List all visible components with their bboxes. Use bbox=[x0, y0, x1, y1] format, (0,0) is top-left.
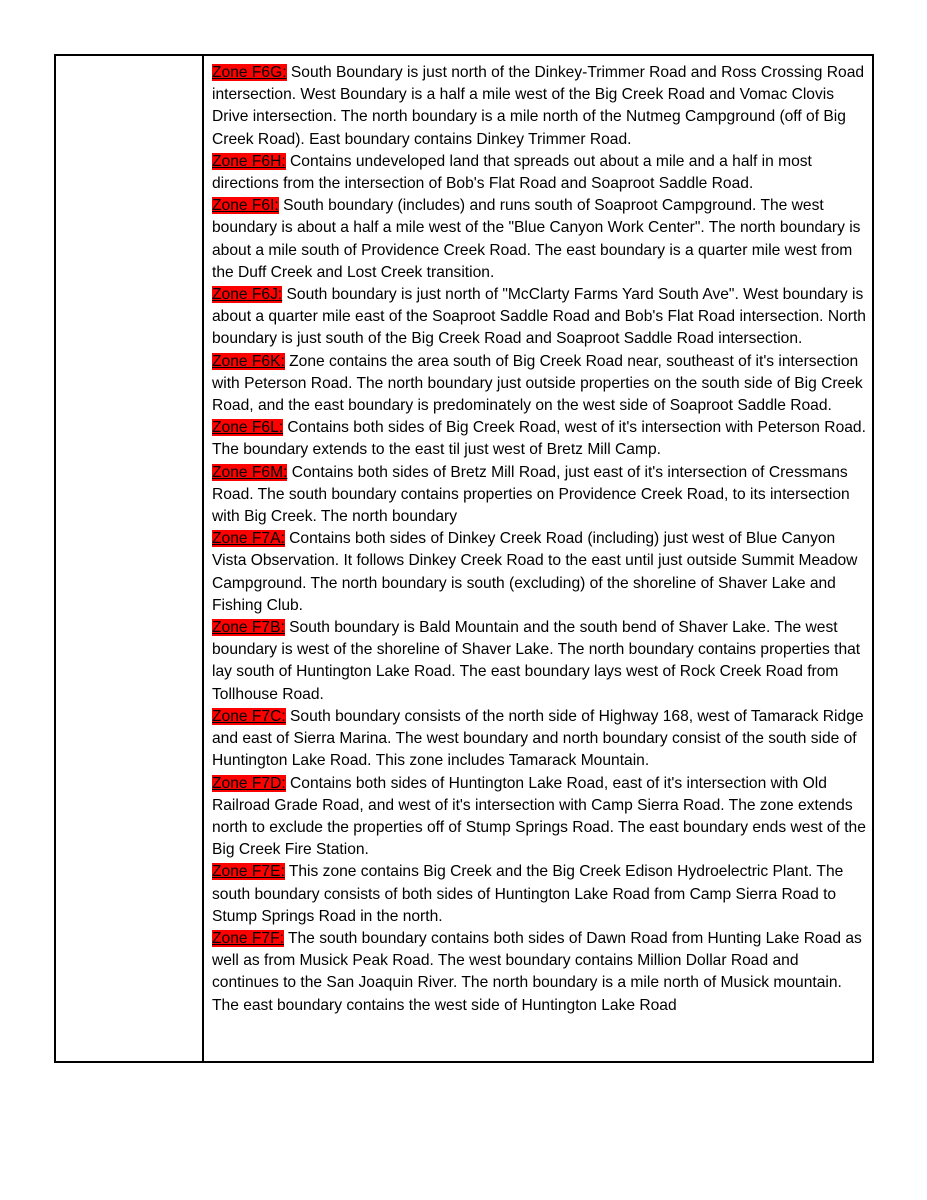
zone-label: Zone F7C: bbox=[212, 707, 286, 725]
zone-entry bbox=[212, 417, 866, 461]
zone-entry bbox=[212, 617, 866, 706]
zone-label: Zone F6G: bbox=[212, 64, 287, 81]
zone-label: Zone F7E: bbox=[212, 863, 285, 881]
zone-entry bbox=[212, 861, 866, 928]
zone-description: Contains both sides of Dinkey Creek Road (including) just west of Blue Canyon Vista Observation. It follows Dinkey Creek Road to the east until just outside Summit Meadow Campground. The north boundary is south (excluding) of the shoreline of Shaver Lake and Fishing Club. bbox=[212, 530, 858, 614]
zone-label: Zone F7D: bbox=[212, 774, 286, 792]
zone-description: Contains both sides of Big Creek Road, west of it's intersection with Peterson Road. The boundary extends to the east til just west of Bretz Mill Camp. bbox=[212, 419, 866, 459]
zone-entry bbox=[212, 773, 866, 862]
zone-entry bbox=[212, 151, 866, 195]
zone-entry bbox=[212, 706, 866, 773]
zone-entry bbox=[212, 284, 866, 351]
zone-description: Zone contains the area south of Big Creek Road near, southeast of it's intersection with Peterson Road. The north boundary just outside properties on the south side of Big Creek Road, and the east boundary is predominately on the west side of Soaproot Saddle Road. bbox=[212, 352, 863, 415]
empty-left-cell bbox=[56, 56, 204, 1061]
zone-label: Zone F6L: bbox=[212, 419, 284, 437]
zone-entry bbox=[212, 528, 866, 617]
zone-label: Zone F6K: bbox=[212, 352, 285, 370]
zone-description: South boundary is Bald Mountain and the south bend of Shaver Lake. The west boundary is west of the shoreline of Shaver Lake. The north boundary contains properties that lay south of Huntington Lake Road. The east boundary lays west of Rock Creek Road from Tollhouse Road. bbox=[212, 619, 861, 703]
zone-description: Contains both sides of Bretz Mill Road, just east of it's intersection of Cressmans Road. The south boundary contains properties on Providence Creek Road, to its intersection with Big Creek. The north boundary bbox=[212, 463, 850, 526]
zone-description: Contains both sides of Huntington Lake Road, east of it's intersection with Old Railroad Grade Road, and west of it's intersection with Camp Sierra Road. The zone extends north to exclude the properties off of Stump Springs Road. The east boundary ends west of the Big Creek Fire Station. bbox=[212, 774, 866, 859]
zone-descriptions-cell bbox=[204, 56, 872, 1061]
zone-entry bbox=[212, 462, 866, 529]
zone-label: Zone F6J: bbox=[212, 286, 283, 304]
zone-description: South boundary (includes) and runs south of Soaproot Campground. The west boundary is about a half a mile west of the "Blue Canyon Work Center". The north boundary is about a mile south of Providence Creek Road. The east boundary is a quarter mile west from the Duff Creek and Lost Creek transition. bbox=[212, 197, 861, 281]
zone-label: Zone F7F: bbox=[212, 929, 284, 947]
zone-label: Zone F7A: bbox=[212, 530, 285, 548]
zone-entry bbox=[212, 928, 866, 1017]
zone-description: South boundary is just north of "McClarty Farms Yard South Ave". West boundary is about a quarter mile east of the Soaproot Saddle Road and Bob's Flat Road intersection. North boundary is just south of the Big Creek Road and Soaproot Saddle Road intersection. bbox=[212, 286, 866, 348]
zone-label: Zone F6M: bbox=[212, 463, 288, 481]
zone-description: This zone contains Big Creek and the Big Creek Edison Hydroelectric Plant. The south boundary consists of both sides of Huntington Lake Road from Camp Sierra Road to Stump Springs Road in the north. bbox=[212, 863, 844, 925]
zone-entry bbox=[212, 195, 866, 284]
zone-entry bbox=[212, 351, 866, 418]
zone-description: Contains undeveloped land that spreads out about a mile and a half in most directions from the intersection of Bob's Flat Road and Soaproot Saddle Road. bbox=[212, 152, 812, 193]
zone-label: Zone F6I: bbox=[212, 197, 279, 215]
zone-label: Zone F7B: bbox=[212, 619, 285, 637]
zone-label: Zone F6H: bbox=[212, 152, 286, 170]
zone-description: South boundary consists of the north side of Highway 168, west of Tamarack Ridge and east of Sierra Marina. The west boundary and north boundary consist of the south side of Huntington Lake Road. This zone includes Tamarack Mountain. bbox=[212, 707, 864, 770]
zone-description: The south boundary contains both sides of Dawn Road from Hunting Lake Road as well as from Musick Peak Road. The west boundary contains Million Dollar Road and continues to the San Joaquin River. The north boundary is a mile north of Musick mountain. The east boundary contains the west side of Huntington Lake Road bbox=[212, 929, 862, 1014]
zone-table bbox=[54, 54, 874, 1063]
zone-entry bbox=[212, 62, 866, 151]
zone-description: South Boundary is just north of the Dinkey-Trimmer Road and Ross Crossing Road intersection. West Boundary is a half a mile west of the Big Creek Road and Vomac Clovis Drive intersection. The north boundary is a mile north of the Nutmeg Campground (off of Big Creek Road). East boundary contains Dinkey Trimmer Road. bbox=[212, 64, 865, 148]
